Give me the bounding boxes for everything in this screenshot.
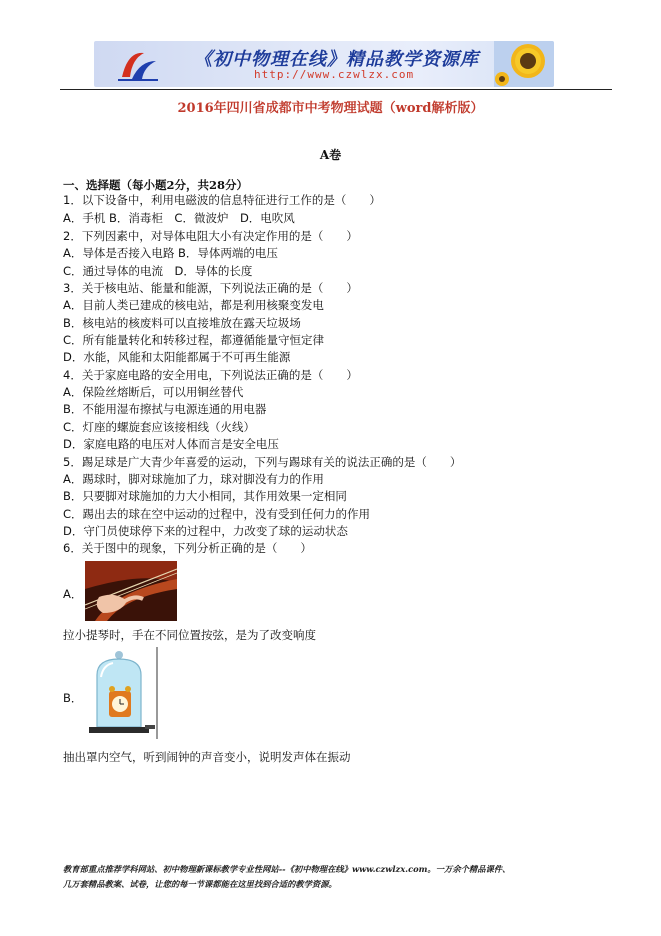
question-4-option-a: A．保险丝熔断后，可以用铜丝替代 — [63, 385, 244, 399]
banner-title: 《初中物理在线》精品教学资源库 — [194, 49, 479, 70]
question-3-stem: 3．关于核电站、能量和能源，下列说法正确的是（ ） — [63, 281, 358, 295]
question-5-option-d: D．守门员使球停下来的过程中，力改变了球的运动状态 — [63, 524, 348, 538]
document-title: 2016年四川省成都市中考物理试题（word解析版） — [177, 101, 484, 116]
question-5-option-b: B．只要脚对球施加的力大小相同，其作用效果一定相同 — [63, 489, 347, 503]
page-footer — [63, 862, 623, 892]
footer-line-2: 几万套精品教案、试卷，让您的每一节课都能在这里找到合适的教学资源。 — [63, 879, 337, 889]
question-3-option-c: C．所有能量转化和转移过程，都遵循能量守恒定律 — [63, 333, 325, 347]
question-2-options-1: A．导体是否接入电路 B．导体两端的电压 — [63, 246, 278, 260]
question-2-stem: 2．下列因素中，对导体电阻大小有决定作用的是（ ） — [63, 229, 358, 243]
question-6-option-b-label: B． — [63, 691, 83, 705]
question-1-options: A．手机 B．消毒柜 C．微波炉 D．电吹风 — [63, 211, 295, 225]
question-1-stem: 1．以下设备中，利用电磁波的信息特征进行工作的是（ ） — [63, 193, 381, 207]
question-4-option-b: B．不能用湿布擦拭与电源连通的用电器 — [63, 402, 267, 416]
question-4-stem: 4．关于家庭电路的安全用电，下列说法正确的是（ ） — [63, 368, 358, 382]
question-2-options-2: C．通过导体的电流 D．导体的长度 — [63, 264, 253, 278]
bell-jar-alarm-clock-photo — [83, 647, 159, 739]
part-heading: 一、选择题（每小题2分，共28分） — [63, 178, 249, 192]
question-4-option-d: D．家庭电路的电压对人体而言是安全电压 — [63, 437, 279, 451]
banner-url: http://www.czwlzx.com — [254, 68, 415, 81]
question-4-option-c: C．灯座的螺旋套应该接相线（火线） — [63, 420, 256, 434]
question-5-stem: 5．踢足球是广大青少年喜爱的运动，下列与踢球有关的说法正确的是（ ） — [63, 455, 462, 469]
question-6-stem: 6．关于图中的现象，下列分析正确的是（ ） — [63, 541, 312, 555]
footer-line-1: 教育部重点推荐学科网站、初中物理新课标教学专业性网站--《初中物理在线》www.czwlzx.com。一万余个精品课件、 — [63, 864, 511, 874]
question-5-option-a: A．踢球时，脚对球施加了力，球对脚没有力的作用 — [63, 472, 324, 486]
question-6-option-b-text: 抽出罩内空气，听到闹钟的声音变小，说明发声体在振动 — [63, 750, 351, 764]
question-6-option-a-text: 拉小提琴时，手在不同位置按弦，是为了改变响度 — [63, 628, 316, 642]
question-6-option-a-label: A． — [63, 587, 83, 601]
question-3-option-b: B．核电站的核废料可以直接堆放在露天垃圾场 — [63, 316, 301, 330]
header-divider — [60, 89, 612, 90]
question-5-option-c: C．踢出去的球在空中运动的过程中，没有受到任何力的作用 — [63, 507, 371, 521]
violin-photo — [85, 561, 177, 621]
sunflower-icon — [494, 41, 554, 87]
question-3-option-d: D．水能，风能和太阳能都属于不可再生能源 — [63, 350, 291, 364]
header-banner — [94, 41, 554, 87]
site-logo-icon — [114, 47, 160, 83]
question-3-option-a: A．目前人类已建成的核电站，都是利用核聚变发电 — [63, 298, 324, 312]
section-label: A卷 — [319, 148, 342, 162]
